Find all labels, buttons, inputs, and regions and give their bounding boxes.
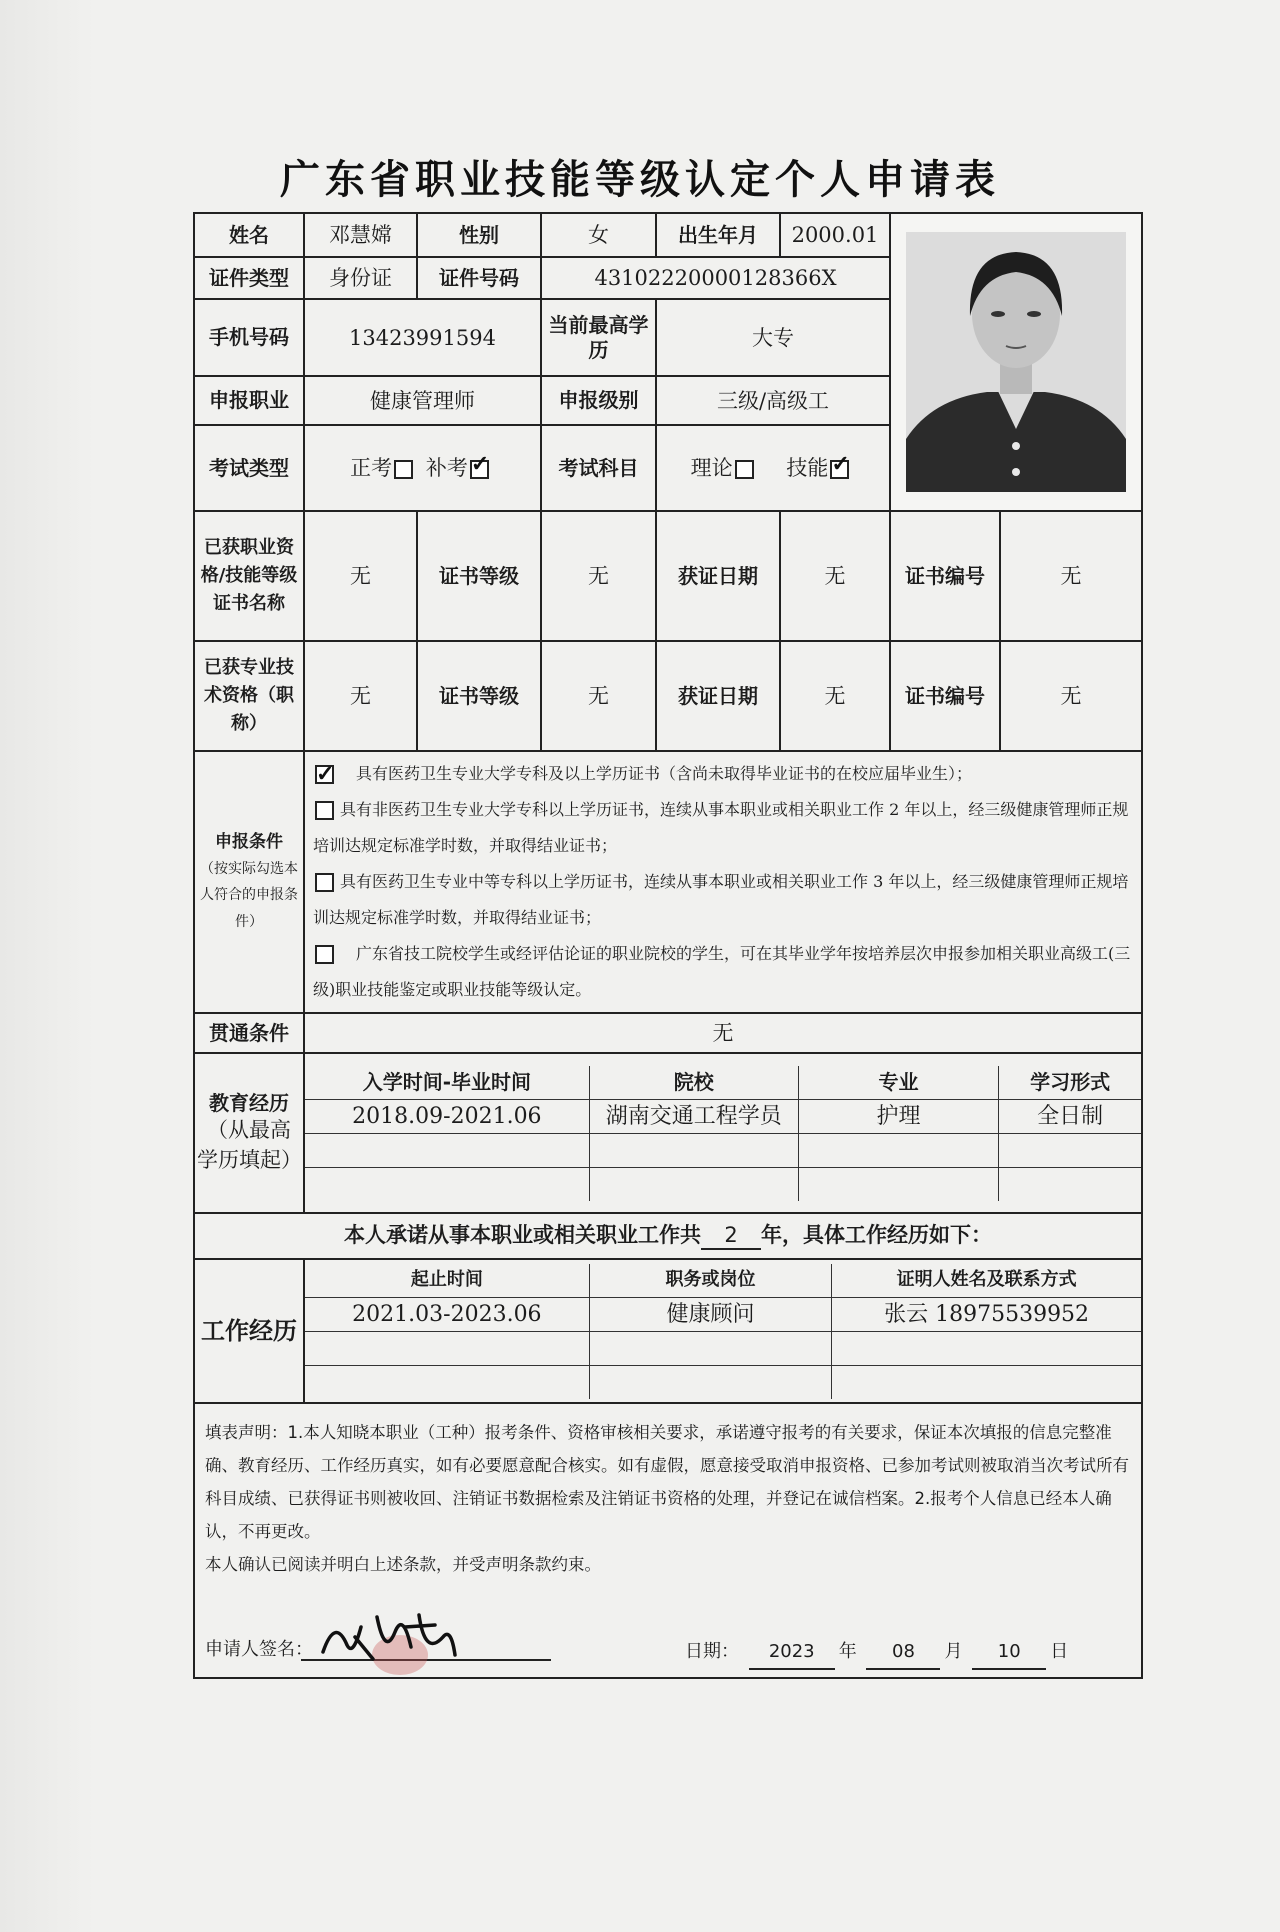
table-row [305, 1365, 1141, 1399]
cert-qual-no: 无 [1000, 511, 1142, 641]
application-form [193, 212, 1143, 1679]
apply-condition-note: （按实际勾选本人符合的申报条件） [200, 860, 298, 930]
apply-condition-label-cell [194, 751, 304, 1013]
form-title: 广东省职业技能等级认定个人申请表 [280, 157, 1000, 203]
subject-theory[interactable]: 理论 [691, 456, 767, 480]
table-row [305, 1297, 1141, 1331]
table-row [305, 1099, 1141, 1133]
id-photo [890, 213, 1142, 511]
signature-label: 申请人签名： [205, 1639, 313, 1661]
birth-value: 2000.01 [780, 213, 890, 257]
condition-checkbox-4[interactable] [315, 945, 334, 964]
condition-item[interactable]: 具有非医药卫生专业大学专科以上学历证书，连续从事本职业或相关职业工作 2 年以上，经三级健康管理师正规培训达规定标准学时数，并取得结业证书； [313, 800, 1129, 856]
level-value: 三级/高级工 [656, 376, 890, 425]
cert-tech-name: 无 [304, 641, 417, 751]
cert-qual-date-label: 获证日期 [656, 511, 780, 641]
work-position [589, 1365, 831, 1399]
checkbox-skill[interactable] [830, 460, 849, 479]
phone-value: 13423991594 [304, 299, 541, 376]
condition-checkbox-2[interactable] [315, 801, 334, 820]
work-reference [832, 1331, 1141, 1365]
condition-item[interactable]: 广东省技工院校学生或经评估论证的职业院校的学生，可在其毕业学年按培养层次申报参加相关职业高级工(三级)职业技能鉴定或职业技能等级认定。 [313, 944, 1131, 1000]
subject-skill[interactable]: 技能✓ [786, 456, 855, 480]
apply-condition-label: 申报条件 [215, 832, 283, 853]
occupation-value: 健康管理师 [304, 376, 541, 425]
education-header: 院校 [589, 1066, 798, 1100]
through-condition-value: 无 [304, 1013, 1142, 1053]
declaration-confirm: 本人确认已阅读并明白上述条款，并受声明条款约束。 [205, 1555, 601, 1575]
level-label: 申报级别 [541, 376, 656, 425]
subject-options [656, 425, 890, 511]
exam-type-label: 考试类型 [194, 425, 304, 511]
work-header: 职务或岗位 [589, 1264, 831, 1298]
work-header: 证明人姓名及联系方式 [832, 1264, 1141, 1298]
date-field: 日期： 2023 年 08 月 10 日 [685, 1635, 1068, 1670]
cert-tech-no-label: 证书编号 [890, 641, 1000, 751]
education-school [589, 1167, 798, 1201]
education-note: （从最高学历填起） [197, 1118, 302, 1172]
education-mode: 全日制 [999, 1099, 1141, 1133]
work-header-row [305, 1264, 1141, 1298]
work-position: 健康顾问 [589, 1297, 831, 1331]
portrait-photo [892, 214, 1140, 504]
education-major [798, 1133, 999, 1167]
handwritten-signature [315, 1597, 465, 1677]
work-table-cell [304, 1259, 1142, 1403]
checkbox-regular[interactable] [394, 460, 413, 479]
cert-tech-date-label: 获证日期 [656, 641, 780, 751]
cert-qual-date: 无 [780, 511, 890, 641]
date-month: 08 [866, 1635, 940, 1670]
work-period [305, 1365, 589, 1399]
id-no-label: 证件号码 [417, 257, 541, 299]
education-major: 护理 [798, 1099, 999, 1133]
education-major [798, 1167, 999, 1201]
education-table-cell [304, 1053, 1142, 1213]
cert-tech-grade: 无 [541, 641, 656, 751]
exam-type-options [304, 425, 541, 511]
pledge-years: 2 [701, 1222, 761, 1250]
education-period [305, 1133, 589, 1167]
education-school [589, 1133, 798, 1167]
condition-item[interactable]: ✓具有医药卫生专业大学专科及以上学历证书（含尚未取得毕业证书的在校应届毕业生）； [313, 756, 1133, 792]
work-reference [832, 1365, 1141, 1399]
condition-checkbox-3[interactable] [315, 873, 334, 892]
education-period: 2018.09-2021.06 [305, 1099, 589, 1133]
scan-shadow [0, 0, 95, 1932]
work-position [589, 1331, 831, 1365]
cert-tech-grade-label: 证书等级 [417, 641, 541, 751]
education-table [305, 1066, 1141, 1201]
id-type-value: 身份证 [304, 257, 417, 299]
declaration-text: 填表声明：1.本人知晓本职业（工种）报考条件、资格审核相关要求，承诺遵守报考的有关要求，保证本次填报的信息完整准确、教育经历、工作经历真实，如有必要愿意配合核实。如有虚假，愿意接受取消申报资格、已参加考试则被取消当次考试所有科目成绩、已获得证书则被收回、注销证书数据检索及注销证书资格的处理，并登记在诚信档案。2.报考个人信息已经本人确认，不再更改。 [205, 1423, 1129, 1542]
cert-qual-grade: 无 [541, 511, 656, 641]
education-level-label: 当前最高学历 [541, 299, 656, 376]
subject-label: 考试科目 [541, 425, 656, 511]
cert-tech-no: 无 [1000, 641, 1142, 751]
gender-value: 女 [541, 213, 656, 257]
cert-qual-grade-label: 证书等级 [417, 511, 541, 641]
exam-type-makeup[interactable]: 补考✓ [426, 456, 495, 480]
id-type-label: 证件类型 [194, 257, 304, 299]
signature-row [205, 1593, 1131, 1673]
apply-conditions [304, 751, 1142, 1013]
table-row [305, 1331, 1141, 1365]
education-header-row [305, 1066, 1141, 1100]
work-pledge: 本人承诺从事本职业或相关职业工作共 2 年，具体工作经历如下： [194, 1213, 1142, 1259]
work-header: 起止时间 [305, 1264, 589, 1298]
education-period [305, 1167, 589, 1201]
education-mode [999, 1133, 1141, 1167]
table-row [305, 1167, 1141, 1201]
exam-type-regular[interactable]: 正考 [350, 456, 426, 480]
gender-label: 性别 [417, 213, 541, 257]
date-year: 2023 [749, 1635, 835, 1670]
education-mode [999, 1167, 1141, 1201]
education-level-value: 大专 [656, 299, 890, 376]
condition-item[interactable]: 具有医药卫生专业中等专科以上学历证书，连续从事本职业或相关职业工作 3 年以上，经三级健康管理师正规培训达规定标准学时数，并取得结业证书； [313, 872, 1129, 928]
phone-label: 手机号码 [194, 299, 304, 376]
education-header: 学习形式 [999, 1066, 1141, 1100]
work-label: 工作经历 [194, 1259, 304, 1403]
birth-label: 出生年月 [656, 213, 780, 257]
education-school: 湖南交通工程学员 [589, 1099, 798, 1133]
cert-qual-no-label: 证书编号 [890, 511, 1000, 641]
table-row [305, 1133, 1141, 1167]
cert-tech-label: 已获专业技术资格（职称） [194, 641, 304, 751]
declaration [194, 1403, 1142, 1678]
through-condition-label: 贯通条件 [194, 1013, 304, 1053]
education-label: 教育经历 [209, 1091, 289, 1116]
cert-tech-date: 无 [780, 641, 890, 751]
occupation-label: 申报职业 [194, 376, 304, 425]
condition-checkbox-1[interactable] [315, 765, 334, 784]
education-header: 专业 [798, 1066, 999, 1100]
work-reference: 张云 18975539952 [832, 1297, 1141, 1331]
cert-qual-name: 无 [304, 511, 417, 641]
work-period [305, 1331, 589, 1365]
name-value: 邓慧嫦 [304, 213, 417, 257]
id-no-value: 43102220000128366X [541, 257, 890, 299]
cert-qual-label: 已获职业资格/技能等级证书名称 [194, 511, 304, 641]
work-table [305, 1264, 1141, 1399]
date-day: 10 [972, 1635, 1046, 1670]
name-label: 姓名 [194, 213, 304, 257]
work-period: 2021.03-2023.06 [305, 1297, 589, 1331]
education-label-cell [194, 1053, 304, 1213]
checkbox-theory[interactable] [735, 460, 754, 479]
checkbox-makeup[interactable] [470, 460, 489, 479]
education-header: 入学时间-毕业时间 [305, 1066, 589, 1100]
